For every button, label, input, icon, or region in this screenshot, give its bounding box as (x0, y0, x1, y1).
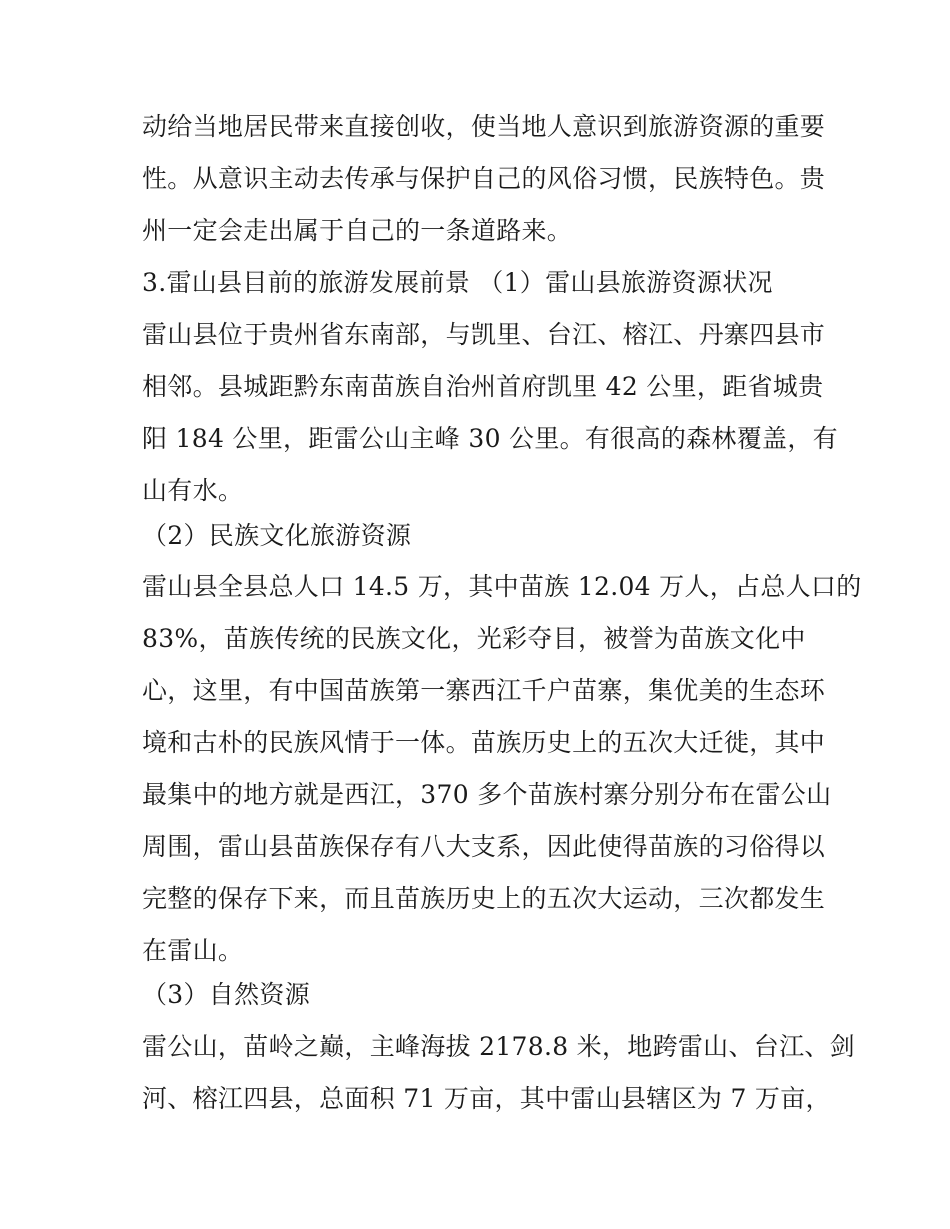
text-line: 在雷山。 (142, 936, 244, 965)
text-line: 阳 184 公里，距雷公山主峰 30 公里。有很高的森林覆盖，有 (142, 424, 838, 453)
text-line: 心，这里，有中国苗族第一寨西江千户苗寨，集优美的生态环 (142, 676, 826, 705)
text-line: 山有水。 (142, 476, 244, 505)
text-line: 雷山县位于贵州省东南部，与凯里、台江、榕江、丹寨四县市 (142, 320, 826, 349)
text-line: 83%，苗族传统的民族文化，光彩夺目，被誉为苗族文化中 (142, 624, 806, 653)
section-heading: 3.雷山县目前的旅游发展前景 （1）雷山县旅游资源状况 (142, 268, 773, 297)
text-line: 河、榕江四县，总面积 71 万亩，其中雷山县辖区为 7 万亩， (142, 1084, 831, 1113)
text-line: 境和古朴的民族风情于一体。苗族历史上的五次大迁徙，其中 (142, 728, 826, 757)
text-line: 动给当地居民带来直接创收，使当地人意识到旅游资源的重要 (142, 112, 826, 141)
text-line: 州一定会走出属于自己的一条道路来。 (142, 216, 573, 245)
text-line: 雷山县全县总人口 14.5 万，其中苗族 12.04 万人，占总人口的 (142, 572, 862, 601)
text-line: 完整的保存下来，而且苗族历史上的五次大运动，三次都发生 (142, 884, 826, 913)
text-line: 性。从意识主动去传承与保护自己的风俗习惯，民族特色。贵 (142, 164, 826, 193)
text-line: 雷公山，苗岭之巅，主峰海拔 2178.8 米，地跨雷山、台江、剑 (142, 1032, 855, 1061)
text-line: 最集中的地方就是西江，370 多个苗族村寨分别分布在雷公山 (142, 780, 832, 809)
subsection-heading: （2）民族文化旅游资源 (142, 521, 412, 550)
text-line: 相邻。县城距黔东南苗族自治州首府凯里 42 公里，距省城贵 (142, 372, 824, 401)
subsection-heading: （3）自然资源 (142, 980, 311, 1009)
text-line: 周围，雷山县苗族保存有八大支系，因此使得苗族的习俗得以 (142, 832, 826, 861)
